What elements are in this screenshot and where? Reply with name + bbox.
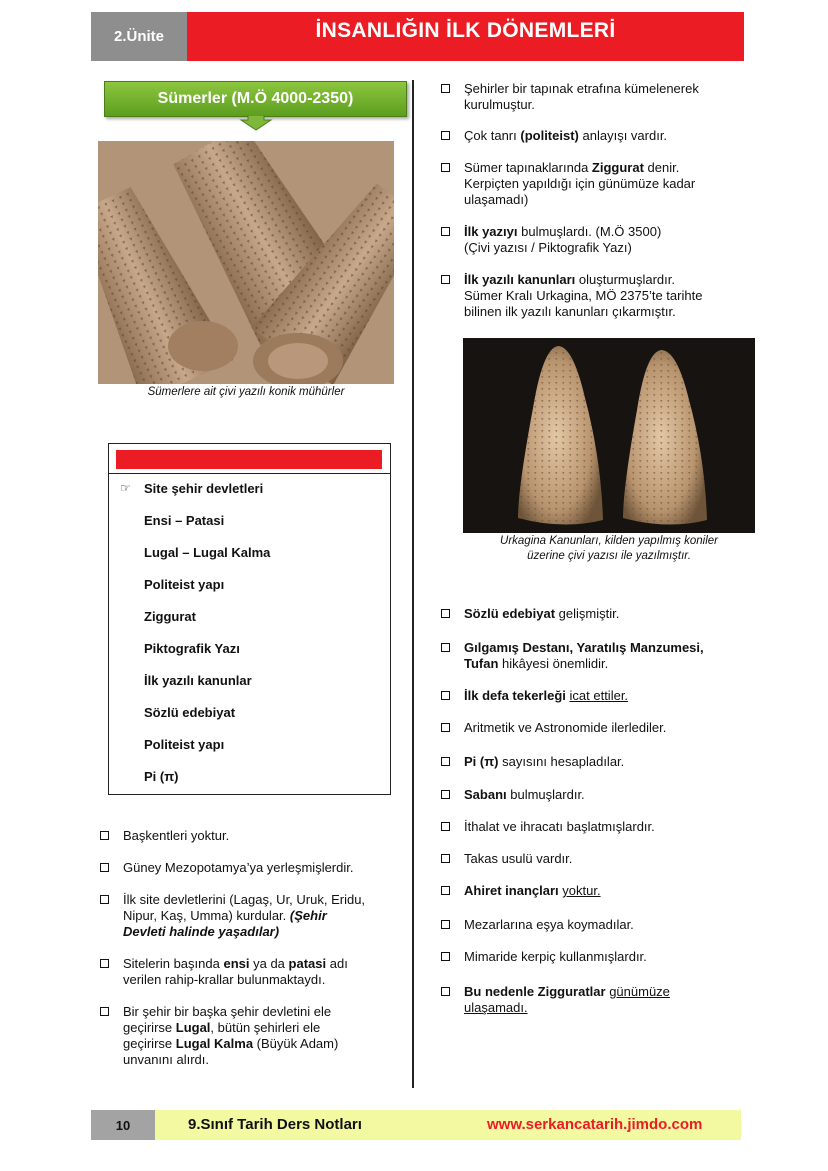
box-item: Ensi – Patasi (144, 513, 225, 528)
box-item: Lugal – Lugal Kalma (144, 545, 271, 560)
box-item: Politeist yapı (144, 577, 225, 592)
checkbox-bullet-icon (100, 895, 109, 904)
list-item: Ahiret inançları yoktur. (441, 883, 741, 899)
down-arrow-icon (238, 115, 274, 131)
list-item: Sitelerin başında ensi ya da patasi adı verilen rahip-krallar bulunmaktaydı. (100, 956, 400, 988)
box-item: Sözlü edebiyat (144, 705, 236, 720)
list-item: Güney Mezopotamya’ya yerleşmişlerdir. (100, 860, 400, 876)
checkbox-bullet-icon (441, 131, 450, 140)
checkbox-bullet-icon (441, 609, 450, 618)
list-item: İlk defa tekerleği icat ettiler. (441, 688, 741, 704)
list-item: İlk yazılı kanunları oluşturmuşlardır. Sümer Kralı Urkagina, MÖ 2375’te tarihte bilinen ilk yazılı kanunları çıkarmıştır. (441, 272, 741, 320)
unit-label: 2.Ünite (91, 12, 187, 61)
list-item: Sözlü edebiyat gelişmiştir. (441, 606, 741, 622)
list-item: Mezarlarına eşya koymadılar. (441, 917, 741, 933)
list-item: Mimaride kerpiç kullanmışlardır. (441, 949, 741, 965)
section-label: Sümerler (M.Ö 4000-2350) (104, 81, 407, 117)
checkbox-bullet-icon (441, 987, 450, 996)
list-item: Aritmetik ve Astronomide ilerlediler. (441, 720, 741, 736)
box-item: Piktografik Yazı (144, 641, 240, 656)
pointing-hand-icon: ☞ (120, 481, 131, 495)
list-item: Pi (π) sayısını hesapladılar. (441, 754, 741, 770)
checkbox-bullet-icon (441, 952, 450, 961)
checkbox-bullet-icon (441, 822, 450, 831)
checkbox-bullet-icon (441, 227, 450, 236)
photo-caption: Urkagina Kanunları, kilden yapılmış koniler üzerine çivi yazısı ile yazılmıştır. (500, 535, 718, 562)
cuneiform-cones-photo (98, 141, 394, 384)
box-item: İlk yazılı kanunlar (144, 673, 252, 688)
footer-url[interactable]: www.serkancatarih.jimdo.com (487, 1116, 703, 1133)
checkbox-bullet-icon (441, 163, 450, 172)
checkbox-bullet-icon (100, 831, 109, 840)
page-title: İNSANLIĞIN İLK DÖNEMLERİ (187, 12, 744, 61)
list-item: Takas usulü vardır. (441, 851, 741, 867)
column-divider (412, 80, 414, 1088)
box-item: Site şehir devletleri (144, 481, 264, 496)
checkbox-bullet-icon (441, 920, 450, 929)
page-number: 10 (91, 1110, 155, 1140)
checkbox-bullet-icon (441, 790, 450, 799)
box-item: Pi (π) (144, 769, 179, 784)
checkbox-bullet-icon (441, 757, 450, 766)
list-item: Bu nedenle Zigguratlar günümüze ulaşamadı. (441, 984, 741, 1016)
list-item: Bir şehir bir başka şehir devletini ele geçirirse Lugal, bütün şehirleri ele geçirirse Lugal Kalma (Büyük Adam) unvanını alırdı. (100, 1004, 400, 1068)
list-item: Başkentleri yoktur. (100, 828, 400, 844)
list-item: Gılgamış Destanı, Yaratılış Manzumesi, Tufan hikâyesi önemlidir. (441, 640, 741, 672)
footer-title: 9.Sınıf Tarih Ders Notları (188, 1116, 362, 1133)
checkbox-bullet-icon (441, 275, 450, 284)
summary-box-separator (108, 473, 391, 474)
box-item: Politeist yapı (144, 737, 225, 752)
summary-box-header-bar (116, 450, 382, 469)
checkbox-bullet-icon (441, 854, 450, 863)
checkbox-bullet-icon (100, 1007, 109, 1016)
checkbox-bullet-icon (441, 691, 450, 700)
list-item: Sabanı bulmuşlardır. (441, 787, 741, 803)
checkbox-bullet-icon (441, 84, 450, 93)
photo-caption: Sümerlere ait çivi yazılı konik mühürler (147, 386, 345, 398)
urkagina-cones-photo (463, 338, 755, 533)
checkbox-bullet-icon (100, 959, 109, 968)
list-item: Şehirler bir tapınak etrafına kümelenerek kurulmuştur. (441, 81, 741, 113)
list-item: Çok tanrı (politeist) anlayışı vardır. (441, 128, 741, 144)
checkbox-bullet-icon (441, 886, 450, 895)
checkbox-bullet-icon (441, 723, 450, 732)
checkbox-bullet-icon (441, 643, 450, 652)
list-item: Sümer tapınaklarında Ziggurat denir. Kerpiçten yapıldığı için günümüze kadar ulaşamadı) (441, 160, 741, 208)
list-item: İlk yazıyı bulmuşlardı. (M.Ö 3500) (Çivi yazısı / Piktografik Yazı) (441, 224, 741, 256)
box-item: Ziggurat (144, 609, 196, 624)
checkbox-bullet-icon (100, 863, 109, 872)
list-item: İlk site devletlerini (Lagaş, Ur, Uruk, Eridu, Nipur, Kaş, Umma) kurdular. (Şehir Devleti halinde yaşadılar) (100, 892, 400, 940)
list-item: İthalat ve ihracatı başlatmışlardır. (441, 819, 741, 835)
